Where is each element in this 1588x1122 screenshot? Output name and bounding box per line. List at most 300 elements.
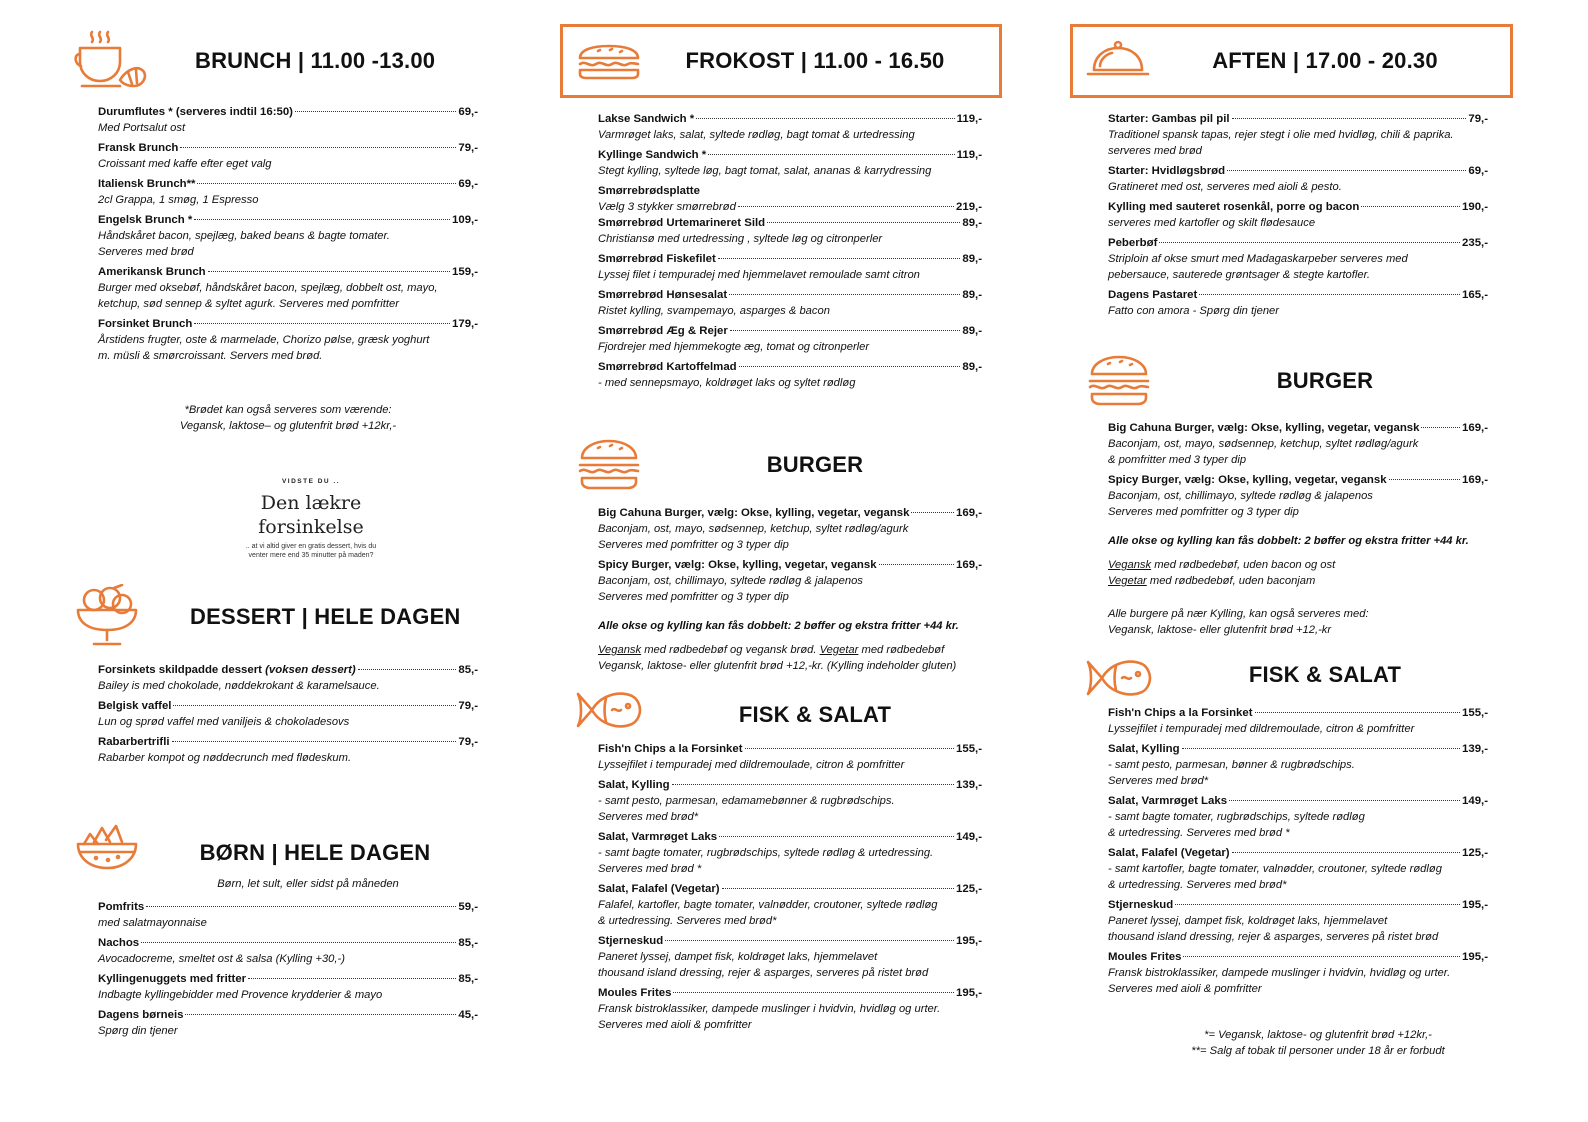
menu-item-description: serveres med kartofler og skilt flødesauce bbox=[1108, 217, 1316, 229]
menu-item-description: Paneret lyssej, dampet fisk, koldrøget laks, hjemmelavet bbox=[1108, 915, 1388, 927]
menu-item-head bbox=[598, 742, 982, 757]
menu-item-head bbox=[1108, 421, 1488, 436]
menu-item-description: Baconjam, ost, mayo, sødsennep, ketchup, syltet rødløg/agurk bbox=[1108, 438, 1419, 450]
menu-item-name-text: Starter: Hvidløgsbrød bbox=[1108, 165, 1226, 177]
dot-leader bbox=[1159, 242, 1460, 243]
menu-item bbox=[98, 177, 478, 208]
cloche-icon bbox=[1086, 40, 1150, 82]
menu-item-name-text: Salat, Varmrøget Laks bbox=[598, 831, 718, 843]
menu-item bbox=[1108, 898, 1488, 945]
menu-item-name-text: Lakse Sandwich * bbox=[598, 113, 695, 125]
dot-leader bbox=[1183, 956, 1460, 957]
menu-item-name bbox=[98, 972, 246, 987]
dot-leader bbox=[1199, 294, 1460, 295]
coffee-croissant-icon bbox=[74, 28, 148, 92]
menu-item bbox=[1108, 794, 1488, 841]
burger-mid-list bbox=[598, 506, 982, 610]
dot-leader bbox=[208, 271, 450, 272]
menu-item-description: - samt pesto, parmesan, bønner & rugbrødschips. bbox=[1108, 759, 1355, 771]
menu-item-description: Med Portsalut ost bbox=[98, 122, 186, 134]
menu-item-name bbox=[1108, 236, 1157, 251]
menu-item-description: Croissant med kaffe efter eget valg bbox=[98, 158, 272, 170]
menu-item-description: Rabarber kompot og nøddecrunch med flødeskum. bbox=[98, 752, 352, 764]
brunch-title: BRUNCH | 11.00 -13.00 bbox=[195, 48, 436, 73]
menu-item bbox=[1108, 236, 1488, 283]
menu-item-price: 79,- bbox=[1468, 113, 1488, 125]
menu-item-description: thousand island dressing, rejer & asparges, serveres på ristet brød bbox=[1108, 931, 1439, 943]
menu-item-head bbox=[98, 699, 478, 714]
menu-item bbox=[598, 986, 982, 1033]
menu-item-head bbox=[598, 252, 982, 267]
menu-item bbox=[598, 324, 982, 355]
burger-mid-veg-note bbox=[598, 642, 1038, 674]
dot-leader bbox=[194, 323, 450, 324]
all-note-line1: Alle burgere på nær Kylling, kan også serveres med: bbox=[1108, 608, 1369, 620]
menu-item-name bbox=[598, 200, 736, 215]
dot-leader bbox=[738, 206, 954, 207]
menu-item-description: pebersauce, sauterede grøntsager & stegte kartofler. bbox=[1108, 269, 1371, 281]
menu-item-head bbox=[98, 105, 478, 120]
menu-item-head bbox=[98, 972, 478, 987]
menu-item-description: Falafel, kartofler, bagte tomater, valnødder, croutoner, syltede rødløg bbox=[598, 899, 938, 911]
dot-leader bbox=[185, 1014, 456, 1015]
menu-item-head bbox=[98, 735, 478, 750]
menu-item-name-text: Forsinkets skildpadde dessert bbox=[98, 664, 262, 676]
menu-item-description: ketchup, sød sennep & syltet agurk. Serveres med pomfritter bbox=[98, 298, 399, 310]
menu-item-price: 219,- bbox=[956, 201, 982, 213]
menu-item-price: 195,- bbox=[1462, 899, 1488, 911]
menu-item-name-text: Big Cahuna Burger, vælg: Okse, kylling, vegetar, vegansk bbox=[1108, 422, 1420, 434]
menu-item-description: Serveres med aioli & pomfritter bbox=[1108, 983, 1262, 995]
menu-item-head bbox=[1108, 898, 1488, 913]
menu-item-description: Lyssej filet i tempuradej med hjemmelavet remoulade samt citron bbox=[598, 269, 920, 281]
dot-leader bbox=[767, 222, 960, 223]
aften-list bbox=[1108, 112, 1488, 324]
menu-item-description: med salatmayonnaise bbox=[98, 917, 207, 929]
menu-item bbox=[598, 252, 982, 283]
menu-item-name bbox=[598, 558, 877, 573]
burger-mid-title: BURGER bbox=[766, 452, 864, 477]
menu-item-description: - samt bagte tomater, rugbrødschips, syltede rødløg & urtedressing. bbox=[598, 847, 934, 859]
menu-item bbox=[1108, 473, 1488, 520]
menu-item-name bbox=[598, 216, 765, 231]
menu-item bbox=[598, 112, 982, 143]
menu-item-name-text: Smørrebrød Æg & Rejer bbox=[598, 325, 728, 337]
menu-item-name-text: Salat, Varmrøget Laks bbox=[1108, 795, 1228, 807]
menu-item-name bbox=[598, 778, 670, 793]
ice-cream-cup-icon bbox=[74, 584, 140, 648]
menu-item-price: 69,- bbox=[1468, 165, 1488, 177]
promo-title bbox=[222, 491, 400, 539]
menu-item-name-text: Peberbøf bbox=[1108, 237, 1158, 249]
burger-right-all-note bbox=[1108, 606, 1568, 638]
menu-item bbox=[98, 213, 478, 260]
menu-item-price: 69,- bbox=[458, 178, 478, 190]
menu-item-name bbox=[98, 105, 293, 120]
menu-item-head bbox=[98, 936, 478, 951]
menu-item-price: 179,- bbox=[452, 318, 478, 330]
menu-item-head bbox=[98, 213, 478, 228]
menu-item-price: 195,- bbox=[1462, 951, 1488, 963]
promo-sub-line1: .. at vi altid giver en gratis dessert, hvis du bbox=[245, 543, 377, 550]
menu-item-name-text: Engelsk Brunch * bbox=[98, 214, 193, 226]
menu-item-description: Varmrøget laks, salat, syltede rødløg, bagt tomat & urtedressing bbox=[598, 129, 915, 141]
menu-item-description: Avocadocreme, smeltet ost & salsa (Kylling +30,-) bbox=[98, 953, 345, 965]
menu-item-head bbox=[598, 324, 982, 339]
menu-item-name-text: Stjerneskud bbox=[1108, 899, 1174, 911]
fisk-mid-title: FISK & SALAT bbox=[738, 702, 892, 727]
menu-item-name bbox=[598, 360, 737, 375]
menu-item bbox=[1108, 846, 1488, 893]
burger-mid-veg-line bbox=[598, 642, 1038, 658]
menu-item bbox=[1108, 950, 1488, 997]
menu-item-description: 2cl Grappa, 1 smøg, 1 Espresso bbox=[98, 194, 259, 206]
dot-leader bbox=[722, 888, 954, 889]
menu-item-description: Serveres med brød* bbox=[1108, 775, 1209, 787]
vegansk-rest: med rødbedebøf, uden bacon og ost bbox=[1151, 559, 1336, 571]
menu-item-description: - samt kartofler, bagte tomater, valnødder, croutoner, syltede rødløg bbox=[1108, 863, 1442, 875]
menu-item-description: Serveres med pomfritter og 3 typer dip bbox=[598, 539, 789, 551]
dot-leader bbox=[1175, 904, 1460, 905]
menu-item bbox=[1108, 200, 1488, 231]
burger-right-vegansk-line bbox=[1108, 557, 1568, 573]
menu-item-price: 139,- bbox=[1462, 743, 1488, 755]
menu-item bbox=[598, 934, 982, 981]
promo-kicker: VIDSTE DU .. bbox=[281, 478, 341, 485]
menu-item-name-text: Smørrebrødsplatte bbox=[598, 185, 700, 197]
menu-item-head bbox=[1108, 846, 1488, 861]
menu-item-name bbox=[98, 735, 170, 750]
menu-item-description: Håndskåret bacon, spejlæg, baked beans & bagte tomater. bbox=[98, 230, 390, 242]
menu-item-head bbox=[98, 1008, 478, 1023]
menu-item-description: Serveres med aioli & pomfritter bbox=[598, 1019, 752, 1031]
menu-item-description: Paneret lyssej, dampet fisk, koldrøget laks, hjemmelavet bbox=[598, 951, 878, 963]
menu-item-head bbox=[598, 148, 982, 163]
menu-item-name bbox=[98, 265, 206, 280]
menu-item-description: - samt bagte tomater, rugbrødschips, syltede rødløg bbox=[1108, 811, 1365, 823]
menu-item-description: Striploin af okse smurt med Madagaskarpeber serveres med bbox=[1108, 253, 1408, 265]
vegansk-word: Vegansk bbox=[598, 644, 642, 656]
menu-item-description: Traditionel spansk tapas, rejer stegt i olie med hvidløg, chili & paprika. bbox=[1108, 129, 1454, 141]
dot-leader bbox=[879, 564, 954, 565]
menu-item bbox=[598, 558, 982, 605]
menu-item-name bbox=[1108, 288, 1197, 303]
menu-item-price: 79,- bbox=[458, 700, 478, 712]
menu-item-name bbox=[598, 742, 743, 757]
menu-item bbox=[98, 317, 478, 364]
menu-item-name-text: Smørrebrød Fiskefilet bbox=[598, 253, 716, 265]
menu-item bbox=[98, 1008, 478, 1039]
menu-item-head bbox=[598, 112, 982, 127]
sandwich-icon bbox=[576, 44, 642, 80]
menu-item-price: 89,- bbox=[962, 217, 982, 229]
menu-item-head bbox=[1108, 706, 1488, 721]
menu-item-description: Baconjam, ost, chillimayo, syltede rødløg & jalapenos bbox=[1108, 490, 1373, 502]
menu-item-description: Årstidens frugter, oste & marmelade, Chorizo pølse, græsk yoghurt bbox=[98, 334, 430, 346]
menu-item-head bbox=[98, 663, 478, 678]
dot-leader bbox=[172, 741, 457, 742]
menu-item-name-text: Vælg 3 stykker smørrebrød bbox=[598, 201, 736, 213]
menu-item-name bbox=[598, 184, 700, 199]
menu-item bbox=[1108, 112, 1488, 159]
menu-item-name-text: Salat, Falafel (Vegetar) bbox=[598, 883, 720, 895]
menu-item-price: 89,- bbox=[962, 289, 982, 301]
menu-item-name-text: Moules Frites bbox=[598, 987, 672, 999]
menu-item bbox=[98, 972, 478, 1003]
all-note-line2: Vegansk, laktose- eller glutenfrit brød +12,-kr bbox=[1108, 624, 1332, 636]
menu-item-description: Baconjam, ost, chillimayo, syltede rødløg & jalapenos bbox=[598, 575, 863, 587]
menu-item-head bbox=[598, 830, 982, 845]
footnote-bread: *= Vegansk, laktose- og glutenfrit brød +12kr,- bbox=[1204, 1029, 1432, 1041]
menu-item bbox=[598, 742, 982, 773]
dot-leader bbox=[1232, 118, 1467, 119]
menu-item-head bbox=[598, 882, 982, 897]
dot-leader bbox=[358, 669, 457, 670]
dot-leader bbox=[718, 258, 961, 259]
menu-item-price: 149,- bbox=[1462, 795, 1488, 807]
menu-item-name-text: Dagens børneis bbox=[98, 1009, 184, 1021]
menu-item-name bbox=[1108, 200, 1359, 215]
menu-item-price: 155,- bbox=[956, 743, 982, 755]
menu-item-head bbox=[598, 506, 982, 521]
menu-item-price: 79,- bbox=[458, 736, 478, 748]
fisk-right-list bbox=[1108, 706, 1488, 1002]
frokost-list bbox=[598, 112, 982, 396]
menu-item-price: 119,- bbox=[956, 149, 982, 161]
menu-item-name-text: Salat, Kylling bbox=[598, 779, 670, 791]
menu-item-head bbox=[98, 177, 478, 192]
born-list bbox=[98, 900, 478, 1044]
menu-item-name-text: Moules Frites bbox=[1108, 951, 1182, 963]
menu-item-head bbox=[598, 934, 982, 949]
menu-item-head bbox=[598, 288, 982, 303]
burger-mid-bread-note: Vegansk, laktose- eller glutenfrit brød +12,-kr. (Kylling indeholder gluten) bbox=[598, 660, 957, 672]
menu-item-head bbox=[598, 778, 982, 793]
promo-title-line1: Den lækre bbox=[260, 492, 362, 514]
dot-leader bbox=[1255, 712, 1461, 713]
vegetar-rest: med rødbedebøf bbox=[858, 644, 945, 656]
menu-item-description: Fransk bistroklassiker, dampede muslinger i hvidvin, hvidløg og urter. bbox=[1108, 967, 1451, 979]
menu-item-price: 85,- bbox=[458, 973, 478, 985]
dot-leader bbox=[729, 294, 960, 295]
dot-leader bbox=[1389, 479, 1460, 480]
dot-leader bbox=[673, 992, 954, 993]
menu-item-name-text: Salat, Falafel (Vegetar) bbox=[1108, 847, 1230, 859]
menu-item bbox=[98, 699, 478, 730]
menu-item-name bbox=[1108, 846, 1230, 861]
menu-item-price: 195,- bbox=[956, 987, 982, 999]
menu-item bbox=[598, 882, 982, 929]
menu-item-name-text: Dagens Pastaret bbox=[1108, 289, 1198, 301]
menu-item-name-text: Stjerneskud bbox=[598, 935, 664, 947]
menu-item-name-text: Italiensk Brunch** bbox=[98, 178, 196, 190]
menu-item-price: 69,- bbox=[458, 106, 478, 118]
menu-item-price: 89,- bbox=[962, 361, 982, 373]
promo-sub-line2: venter mere end 35 minutter på maden? bbox=[248, 552, 374, 559]
dot-leader bbox=[295, 111, 456, 112]
menu-item-price: 89,- bbox=[962, 253, 982, 265]
menu-item-price: 169,- bbox=[956, 559, 982, 571]
menu-item bbox=[98, 141, 478, 172]
dot-leader bbox=[1421, 427, 1460, 428]
menu-item-name bbox=[1108, 164, 1225, 179]
menu-item-name-text: Kyllingenuggets med fritter bbox=[98, 973, 247, 985]
burger-right-list bbox=[1108, 421, 1488, 525]
menu-item-description: Bailey is med chokolade, nøddekrokant & karamelsauce. bbox=[98, 680, 380, 692]
menu-item-price: 195,- bbox=[956, 935, 982, 947]
dot-leader bbox=[1182, 748, 1461, 749]
dot-leader bbox=[730, 330, 961, 331]
menu-item-price: 79,- bbox=[458, 142, 478, 154]
dessert-title: DESSERT | HELE DAGEN bbox=[190, 604, 461, 629]
dot-leader bbox=[146, 906, 456, 907]
menu-item bbox=[598, 360, 982, 391]
menu-item bbox=[98, 265, 478, 312]
menu-item bbox=[1108, 706, 1488, 737]
menu-item-head bbox=[98, 141, 478, 156]
menu-item-name bbox=[98, 317, 192, 332]
menu-item-head bbox=[598, 184, 982, 199]
menu-item-name bbox=[1108, 706, 1253, 721]
menu-item-name bbox=[98, 177, 195, 192]
dot-leader bbox=[672, 784, 955, 785]
menu-item-name-text: Fish'n Chips a la Forsinket bbox=[598, 743, 743, 755]
nachos-bowl-icon bbox=[74, 822, 140, 872]
menu-item-description: Baconjam, ost, mayo, sødsennep, ketchup, syltet rødløg/agurk bbox=[598, 523, 909, 535]
dot-leader bbox=[248, 978, 456, 979]
menu-item-description: & pomfritter med 3 typer dip bbox=[1108, 454, 1247, 466]
menu-item-name bbox=[598, 252, 716, 267]
menu-item-name bbox=[598, 288, 727, 303]
menu-item-name-text: Spicy Burger, vælg: Okse, kylling, vegetar, vegansk bbox=[598, 559, 877, 571]
menu-item-description: Serveres med brød* bbox=[598, 811, 699, 823]
menu-item-description: & urtedressing. Serveres med brød * bbox=[1108, 827, 1290, 839]
dot-leader bbox=[696, 118, 954, 119]
menu-item-price: 119,- bbox=[956, 113, 982, 125]
menu-item-name-text: Salat, Kylling bbox=[1108, 743, 1180, 755]
menu-item-name bbox=[598, 986, 671, 1001]
menu-item-name-text: Amerikansk Brunch bbox=[98, 266, 206, 278]
menu-item-head bbox=[1108, 236, 1488, 251]
vegetar-word: Vegetar bbox=[819, 644, 859, 656]
menu-item-description: & urtedressing. Serveres med brød* bbox=[1108, 879, 1287, 891]
menu-item-head bbox=[598, 558, 982, 573]
menu-item-price: 149,- bbox=[956, 831, 982, 843]
menu-item-head bbox=[1108, 794, 1488, 809]
menu-item bbox=[598, 148, 982, 179]
menu-item bbox=[1108, 288, 1488, 319]
vegansk-rest: med rødbedebøf og vegansk brød. bbox=[641, 644, 820, 656]
menu-item-description: Gratineret med ost, serveres med aioli & pesto. bbox=[1108, 181, 1342, 193]
menu-item-name bbox=[598, 830, 717, 845]
menu-item-name bbox=[1108, 112, 1230, 127]
menu-item-name bbox=[98, 1008, 183, 1023]
menu-item-description: Ristet kylling, svampemayo, asparges & bacon bbox=[598, 305, 830, 317]
menu-item-name-text: Smørrebrød Kartoffelmad bbox=[598, 361, 737, 373]
dot-leader bbox=[1227, 170, 1466, 171]
menu-item-description: thousand island dressing, rejer & asparges, serveres på ristet brød bbox=[598, 967, 929, 979]
dot-leader bbox=[745, 748, 955, 749]
menu-item-description: Lyssejfilet i tempuradej med dildremoulade, citron & pomfritter bbox=[598, 759, 905, 771]
menu-item-description: Lyssejfilet i tempuradej med dildremoulade, citron & pomfritter bbox=[1108, 723, 1415, 735]
menu-item bbox=[598, 830, 982, 877]
menu-item-price: 169,- bbox=[1462, 422, 1488, 434]
menu-item-name bbox=[98, 663, 356, 678]
menu-item bbox=[598, 778, 982, 825]
menu-item-head bbox=[98, 265, 478, 280]
dot-leader bbox=[1361, 206, 1460, 207]
menu-item-description: Stegt kylling, syltede løg, bagt tomat, salat, ananas & karrydressing bbox=[598, 165, 932, 177]
menu-item-head bbox=[98, 900, 478, 915]
menu-item-description: - med sennepsmayo, koldrøget laks og syltet rødløg bbox=[598, 377, 856, 389]
burger-icon bbox=[576, 438, 642, 492]
dot-leader bbox=[911, 512, 954, 513]
menu-item-description: Serveres med brød bbox=[98, 246, 194, 258]
menu-item-head bbox=[1108, 288, 1488, 303]
menu-item-description: Lun og sprød vaffel med vaniljeis & chokoladesovs bbox=[98, 716, 350, 728]
menu-item-name-text: Fransk Brunch bbox=[98, 142, 179, 154]
menu-item bbox=[98, 936, 478, 967]
menu-item-price: 159,- bbox=[452, 266, 478, 278]
menu-item-name bbox=[598, 506, 909, 521]
menu-item-description: Fransk bistroklassiker, dampede muslinger i hvidvin, hvidløg og urter. bbox=[598, 1003, 941, 1015]
brunch-note-line2: Vegansk, laktose– og glutenfrit brød +12kr,- bbox=[179, 420, 397, 432]
born-subtitle: Børn, let sult, eller sidst på måneden bbox=[217, 878, 399, 890]
burger-right-veg-note bbox=[1108, 557, 1568, 589]
burger-right-double-note: Alle okse og kylling kan fås dobbelt: 2 bøffer og ekstra fritter +44 kr. bbox=[1108, 535, 1469, 547]
menu-item-name bbox=[1108, 473, 1387, 488]
menu-item-name bbox=[98, 900, 144, 915]
fish-icon bbox=[1086, 656, 1152, 700]
menu-item-name bbox=[1108, 898, 1173, 913]
menu-item-name bbox=[1108, 742, 1180, 757]
menu-item-name bbox=[598, 882, 720, 897]
menu-item bbox=[598, 288, 982, 319]
brunch-note-line1: *Brødet kan også serveres som værende: bbox=[184, 404, 392, 416]
menu-item-head bbox=[598, 360, 982, 375]
menu-item-name-text: Forsinket Brunch bbox=[98, 318, 193, 330]
dot-leader bbox=[719, 836, 954, 837]
menu-item-description: Indbagte kyllingebidder med Provence krydderier & mayo bbox=[98, 989, 383, 1001]
dot-leader bbox=[1232, 852, 1460, 853]
menu-item bbox=[598, 216, 982, 247]
menu-item-name-text: Fish'n Chips a la Forsinket bbox=[1108, 707, 1253, 719]
menu-item-description: Serveres med pomfritter og 3 typer dip bbox=[1108, 506, 1299, 518]
menu-item-description: Burger med oksebøf, håndskåret bacon, spejlæg, dobbelt ost, mayo, bbox=[98, 282, 438, 294]
menu-item-price: 59,- bbox=[458, 901, 478, 913]
brunch-bread-note bbox=[98, 402, 478, 434]
menu-item bbox=[1108, 421, 1488, 468]
menu-item-name bbox=[598, 324, 728, 339]
menu-item-description: - samt pesto, parmesan, edamamebønner & rugbrødschips. bbox=[598, 795, 895, 807]
menu-item bbox=[598, 200, 982, 215]
menu-item-name bbox=[98, 936, 139, 951]
menu-item-price: 169,- bbox=[1462, 474, 1488, 486]
dot-leader bbox=[173, 705, 456, 706]
menu-item-price: 235,- bbox=[1462, 237, 1488, 249]
aften-title: AFTEN | 17.00 - 20.30 bbox=[1212, 48, 1438, 73]
menu-item-name bbox=[598, 934, 663, 949]
menu-item bbox=[98, 735, 478, 766]
menu-item-name bbox=[1108, 794, 1227, 809]
menu-item-name-text: Kyllinge Sandwich * bbox=[598, 149, 707, 161]
menu-item-price: 165,- bbox=[1462, 289, 1488, 301]
menu-item-head bbox=[1108, 112, 1488, 127]
menu-item bbox=[598, 506, 982, 553]
burger-right-vegetar-line bbox=[1108, 573, 1568, 589]
menu-item-head bbox=[98, 317, 478, 332]
dot-leader bbox=[194, 219, 450, 220]
